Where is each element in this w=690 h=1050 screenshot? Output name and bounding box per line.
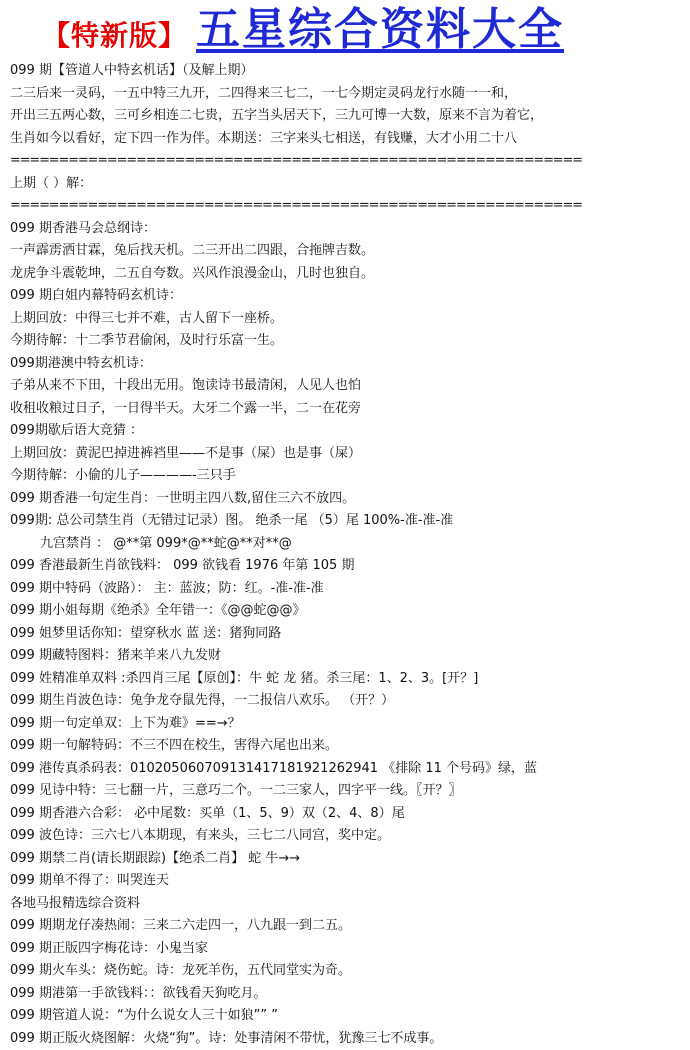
- text-line: 龙虎争斗震乾坤，二五自夸数。兴风作浪漫金山，几时也独自。: [10, 263, 682, 286]
- text-line: 子弟从来不下田，十段出无用。饱读诗书最清闲，人见人也怕: [10, 375, 682, 398]
- text-line: 099 期香港六合彩： 必中尾数：买单（1、5、9）双（2、4、8）尾: [10, 803, 682, 826]
- text-line: 099 期火车头：烧伤蛇。诗：龙死羊伤，五代同堂实为奇。: [10, 960, 682, 983]
- text-line: 099期港澳中特玄机诗：: [10, 353, 682, 376]
- text-line: 099 姐梦里话你知：望穿秋水 蓝 送：猪狗同路: [10, 623, 682, 646]
- text-line: 099 港传真杀码表：01020506070913141718192126​2941 《排除 11 个号码》绿，蓝: [10, 758, 682, 781]
- text-line: 生肖如今以看好，定下四一作为伴。本期送：三字来头七相送，有钱赚，大才小用二十八: [10, 128, 682, 151]
- text-line: 099 期管道人说：“为什么说女人三十如狼”” ”: [10, 1005, 682, 1028]
- text-line: 上期（ ）解：: [10, 173, 682, 196]
- text-line: 099 期藏特图料：猪来羊来八九发财: [10, 645, 682, 668]
- text-line: 099 期中特码（波路）： 主：蓝波；防：红。-准-准-准: [10, 578, 682, 601]
- text-line: 099 期【管道人中特玄机话】（及解上期）: [10, 60, 682, 83]
- text-line: 099 期一句定单双：上下为难》==→？: [10, 713, 682, 736]
- text-line: 099 期白姐内幕特码玄机诗：: [10, 285, 682, 308]
- text-line: 099 姓精准单双料 :杀四肖三尾【原创】：牛 蛇 龙 猪。杀三尾：1、2、3。[开？]: [10, 668, 682, 691]
- text-line: 099 期港第一手欲钱料：：欲钱看天狗吃月。: [10, 983, 682, 1006]
- text-line: 099 期期龙仔凑热闹：三来二六走四一，八九跟一到二五。: [10, 915, 682, 938]
- text-line: 一声霹雳洒甘霖，兔后找天机。二三开出二四跟，合拖牌吉数。: [10, 240, 682, 263]
- text-line: 今期待解：十二季节君偷闲，及时行乐富一生。: [10, 330, 682, 353]
- text-line: 099期歇后语大竞猜 ：: [10, 420, 682, 443]
- text-line: 099 期正版四字梅花诗：小鬼当家: [10, 938, 682, 961]
- text-line: 099 期一句解特码：不三不四在校生，害得六尾也出来。: [10, 735, 682, 758]
- text-line: 今期待解：小偷的儿子————-三只手: [10, 465, 682, 488]
- text-line: 099 见诗中特：三七翻一片，三意巧二个。一二三家人，四字平一线。〖开？〗: [10, 780, 682, 803]
- text-line: 099 香港最新生肖欲钱料： 099 欲钱看 1976 年第 105 期: [10, 555, 682, 578]
- text-line: 九宫禁肖 ： @**第 099*@**蛇@**对**@: [10, 533, 682, 556]
- content-lines: [10, 60, 682, 1050]
- text-line: 二三后来一灵码，一五中特三九开，二四得来三七二，一七今期定灵码龙行水随一一和，: [10, 83, 682, 106]
- text-line: 各地马报精选综合资料: [10, 893, 682, 916]
- text-line: 上期回放：黄泥巴掉进裤裆里——不是事（屎）也是事（屎）: [10, 443, 682, 466]
- text-line: 开出三五两心数，三可乡相连二七贵，五字当头居天下，三九可博一大数，原来不言为着它，: [10, 105, 682, 128]
- separator-line: ===========================================================: [10, 150, 682, 173]
- document-title: 五星综合资料大全: [196, 2, 564, 58]
- text-line: 上期回放：中得三七并不难，古人留下一座桥。: [10, 308, 682, 331]
- text-line: 099 期禁二肖(请长期跟踪)【绝杀二肖】 蛇 牛→→: [10, 848, 682, 871]
- text-line: 099 期正版火烧图解：火烧“狗”。诗：处事清闲不带忧，犹豫三七不成事。: [10, 1028, 682, 1050]
- text-line: 收租收粮过日子，一日得半天。大牙二个露一半，二一在花旁: [10, 398, 682, 421]
- text-line: 099 期香港马会总纲诗：: [10, 218, 682, 241]
- edition-badge: 【特新版】: [42, 14, 187, 54]
- document-header: [0, 0, 690, 62]
- text-line: 099 期小姐每期《绝杀》全年错一：《@@蛇@@》: [10, 600, 682, 623]
- text-line: 099 期香港一句定生肖：一世明主四八数,留住三六不放四。: [10, 488, 682, 511]
- text-line: 099 波色诗：三六七八本期现，有来头，三七二八同宫，奖中定。: [10, 825, 682, 848]
- text-line: 099期: 总公司禁生肖（无错过记录）图。 绝杀一尾 （5）尾 100%-准-准-准: [10, 510, 682, 533]
- text-line: 099 期生肖波色诗：兔争龙夺鼠先得，一二报信八欢乐。 （开？）: [10, 690, 682, 713]
- text-line: 099 期单不得了：叫哭连天: [10, 870, 682, 893]
- separator-line: ===========================================================: [10, 195, 682, 218]
